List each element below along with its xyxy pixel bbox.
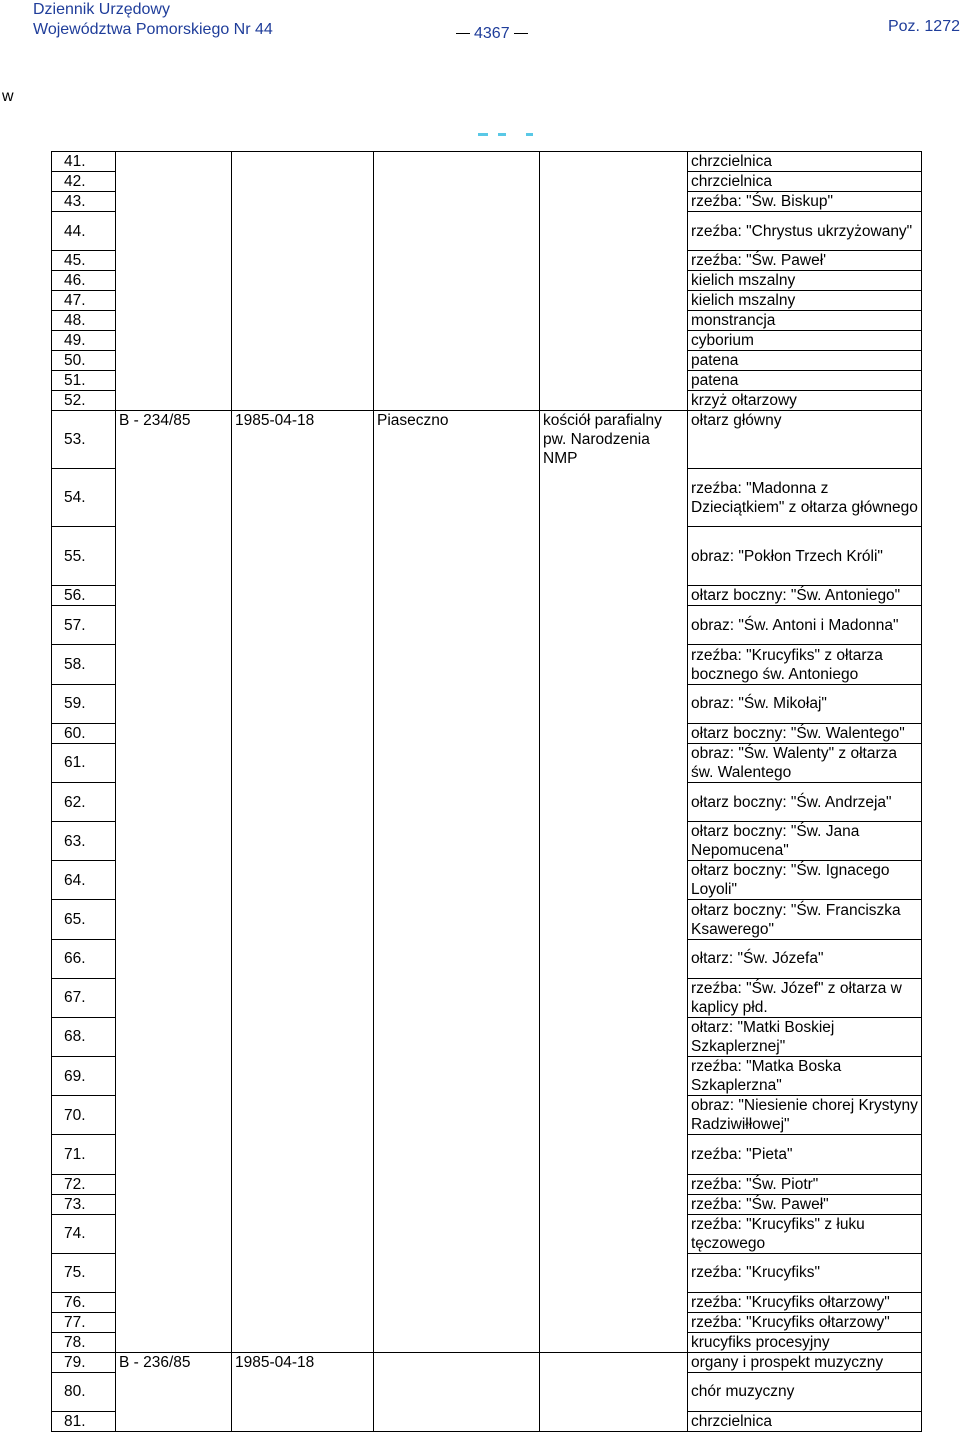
item-name: chór muzyczny xyxy=(688,1372,922,1411)
object-name xyxy=(540,586,688,606)
item-name: chrzcielnica xyxy=(688,172,922,192)
locality xyxy=(374,939,540,978)
table-row xyxy=(52,900,922,939)
table-row xyxy=(52,152,922,172)
registry-number xyxy=(116,1174,232,1194)
row-number: 49. xyxy=(52,331,116,351)
item-name: ołtarz boczny: "Św. Franciszka Ksawerego" xyxy=(688,900,922,939)
row-number: 55. xyxy=(52,527,116,586)
journal-title: Dziennik Urzędowy xyxy=(33,1,170,18)
row-number: 43. xyxy=(52,192,116,212)
table-row xyxy=(52,586,922,606)
row-number: 63. xyxy=(52,822,116,861)
registry-date xyxy=(232,1312,374,1332)
locality xyxy=(374,331,540,351)
row-number: 54. xyxy=(52,468,116,527)
registry-date: 1985-04-18 xyxy=(232,411,374,469)
table-row xyxy=(52,291,922,311)
registry-number xyxy=(116,1312,232,1332)
object-name xyxy=(540,331,688,351)
locality xyxy=(374,172,540,192)
registry-number xyxy=(116,212,232,251)
registry-number xyxy=(116,1017,232,1056)
registry-date xyxy=(232,861,374,900)
object-name xyxy=(540,939,688,978)
locality xyxy=(374,1135,540,1174)
table-row xyxy=(52,1135,922,1174)
table-row xyxy=(52,527,922,586)
registry-date xyxy=(232,1372,374,1411)
item-name: rzeźba: "Matka Boska Szkaplerzna" xyxy=(688,1056,922,1095)
object-name xyxy=(540,1174,688,1194)
item-name: obraz: "Św. Mikołaj" xyxy=(688,684,922,723)
object-name xyxy=(540,172,688,192)
row-number: 47. xyxy=(52,291,116,311)
table-row xyxy=(52,783,922,822)
registry-number xyxy=(116,684,232,723)
row-number: 61. xyxy=(52,743,116,782)
table-row xyxy=(52,645,922,684)
locality xyxy=(374,586,540,606)
item-name: kielich mszalny xyxy=(688,291,922,311)
item-name: obraz: "Pokłon Trzech Króli" xyxy=(688,527,922,586)
registry-number: B - 236/85 xyxy=(116,1352,232,1372)
table-row xyxy=(52,1214,922,1253)
row-number: 74. xyxy=(52,1214,116,1253)
locality xyxy=(374,251,540,271)
stray-mark: w xyxy=(2,88,14,105)
registry-date xyxy=(232,291,374,311)
table-row xyxy=(52,1411,922,1431)
registry-number xyxy=(116,271,232,291)
locality xyxy=(374,527,540,586)
row-number: 59. xyxy=(52,684,116,723)
registry-date xyxy=(232,527,374,586)
registry-date xyxy=(232,271,374,291)
table-row xyxy=(52,351,922,371)
registry-date xyxy=(232,152,374,172)
object-name xyxy=(540,391,688,411)
table-row xyxy=(52,822,922,861)
registry-date xyxy=(232,743,374,782)
locality xyxy=(374,743,540,782)
locality xyxy=(374,291,540,311)
object-name xyxy=(540,192,688,212)
locality xyxy=(374,1253,540,1292)
registry-date xyxy=(232,822,374,861)
locality xyxy=(374,1411,540,1431)
page-number xyxy=(452,24,532,44)
table-row xyxy=(52,271,922,291)
row-number: 68. xyxy=(52,1017,116,1056)
table-row xyxy=(52,331,922,351)
table-row xyxy=(52,172,922,192)
item-name: obraz: "Św. Antoni i Madonna" xyxy=(688,606,922,645)
row-number: 51. xyxy=(52,371,116,391)
page-number-text: 4367 xyxy=(474,25,510,42)
table-row xyxy=(52,939,922,978)
locality xyxy=(374,684,540,723)
registry-date xyxy=(232,939,374,978)
table-row xyxy=(52,311,922,331)
registry-date xyxy=(232,1253,374,1292)
registry-date: 1985-04-18 xyxy=(232,1352,374,1372)
row-number: 53. xyxy=(52,411,116,469)
row-number: 62. xyxy=(52,783,116,822)
item-name: krucyfiks procesyjny xyxy=(688,1332,922,1352)
registry-date xyxy=(232,900,374,939)
object-name xyxy=(540,527,688,586)
item-name: krzyż ołtarzowy xyxy=(688,391,922,411)
registry-number xyxy=(116,1411,232,1431)
registry-date xyxy=(232,251,374,271)
object-name xyxy=(540,468,688,527)
object-name xyxy=(540,723,688,743)
locality xyxy=(374,861,540,900)
registry-date xyxy=(232,1214,374,1253)
registry-date xyxy=(232,371,374,391)
registry-date xyxy=(232,645,374,684)
item-name: rzeźba: "Krucyfiks ołtarzowy" xyxy=(688,1292,922,1312)
registry-number xyxy=(116,468,232,527)
registry-number xyxy=(116,723,232,743)
table-row xyxy=(52,1372,922,1411)
item-name: rzeźba: "Madonna z Dzieciątkiem" z ołtarza głównego xyxy=(688,468,922,527)
item-name: obraz: "Niesienie chorej Krystyny Radziwiłłowej" xyxy=(688,1096,922,1135)
registry-number xyxy=(116,978,232,1017)
registry-number xyxy=(116,311,232,331)
item-name: chrzcielnica xyxy=(688,1411,922,1431)
table-row xyxy=(52,1253,922,1292)
table-row xyxy=(52,1017,922,1056)
table-row xyxy=(52,1352,922,1372)
registry-number xyxy=(116,331,232,351)
object-name xyxy=(540,606,688,645)
registry-number xyxy=(116,1332,232,1352)
table-row xyxy=(52,978,922,1017)
object-name xyxy=(540,900,688,939)
registry-number xyxy=(116,371,232,391)
locality xyxy=(374,822,540,861)
row-number: 64. xyxy=(52,861,116,900)
registry-number xyxy=(116,861,232,900)
row-number: 69. xyxy=(52,1056,116,1095)
object-name xyxy=(540,311,688,331)
registry-number xyxy=(116,939,232,978)
locality xyxy=(374,271,540,291)
item-name: ołtarz: "Matki Boskiej Szkaplerznej" xyxy=(688,1017,922,1056)
row-number: 50. xyxy=(52,351,116,371)
object-name xyxy=(540,212,688,251)
registry-date xyxy=(232,391,374,411)
registry-number xyxy=(116,1056,232,1095)
row-number: 66. xyxy=(52,939,116,978)
locality: Piaseczno xyxy=(374,411,540,469)
registry-number xyxy=(116,783,232,822)
registry-number xyxy=(116,645,232,684)
registry-number xyxy=(116,192,232,212)
locality xyxy=(374,1174,540,1194)
row-number: 72. xyxy=(52,1174,116,1194)
object-name xyxy=(540,783,688,822)
registry-number xyxy=(116,900,232,939)
registry-date xyxy=(232,331,374,351)
object-name xyxy=(540,1411,688,1431)
object-name xyxy=(540,861,688,900)
registry-date xyxy=(232,1174,374,1194)
object-name xyxy=(540,1352,688,1372)
registry-date xyxy=(232,1332,374,1352)
registry-number xyxy=(116,1214,232,1253)
table-row xyxy=(52,1174,922,1194)
locality xyxy=(374,1292,540,1312)
row-number: 79. xyxy=(52,1352,116,1372)
row-number: 52. xyxy=(52,391,116,411)
row-number: 81. xyxy=(52,1411,116,1431)
item-name: rzeźba: "Krucyfiks" xyxy=(688,1253,922,1292)
row-number: 41. xyxy=(52,152,116,172)
object-name xyxy=(540,743,688,782)
row-number: 58. xyxy=(52,645,116,684)
table-row xyxy=(52,743,922,782)
locality xyxy=(374,1332,540,1352)
position-number: Poz. 1272 xyxy=(887,18,960,35)
row-number: 65. xyxy=(52,900,116,939)
item-name: rzeźba: "Krucyfiks" z ołtarza bocznego św. Antoniego xyxy=(688,645,922,684)
object-name xyxy=(540,1017,688,1056)
registry-date xyxy=(232,212,374,251)
registry-date xyxy=(232,1017,374,1056)
object-name xyxy=(540,1332,688,1352)
row-number: 56. xyxy=(52,586,116,606)
row-number: 45. xyxy=(52,251,116,271)
cyan-mark xyxy=(478,133,533,136)
table-row xyxy=(52,723,922,743)
table-row xyxy=(52,1056,922,1095)
registry-number xyxy=(116,251,232,271)
object-name xyxy=(540,1253,688,1292)
registry-date xyxy=(232,468,374,527)
item-name: rzeźba: "Św. Paweł' xyxy=(688,251,922,271)
locality xyxy=(374,900,540,939)
item-name: patena xyxy=(688,351,922,371)
locality xyxy=(374,152,540,172)
locality xyxy=(374,1352,540,1372)
object-name xyxy=(540,251,688,271)
row-number: 70. xyxy=(52,1096,116,1135)
locality xyxy=(374,606,540,645)
object-name xyxy=(540,351,688,371)
locality xyxy=(374,1194,540,1214)
journal-issue: Województwa Pomorskiego Nr 44 xyxy=(33,21,273,38)
registry-number xyxy=(116,1292,232,1312)
object-name xyxy=(540,822,688,861)
registry-number xyxy=(116,351,232,371)
table-row xyxy=(52,411,922,469)
item-name: rzeźba: "Krucyfiks ołtarzowy" xyxy=(688,1312,922,1332)
item-name: monstrancja xyxy=(688,311,922,331)
item-name: rzeźba: "Pieta" xyxy=(688,1135,922,1174)
item-name: ołtarz boczny: "Św. Antoniego" xyxy=(688,586,922,606)
registry-number xyxy=(116,743,232,782)
object-name xyxy=(540,152,688,172)
table-row xyxy=(52,1332,922,1352)
table-row xyxy=(52,1292,922,1312)
row-number: 75. xyxy=(52,1253,116,1292)
object-name xyxy=(540,1096,688,1135)
item-name: ołtarz boczny: "Św. Jana Nepomucena" xyxy=(688,822,922,861)
item-name: ołtarz: "Św. Józefa" xyxy=(688,939,922,978)
item-name: ołtarz główny xyxy=(688,411,922,469)
registry-date xyxy=(232,1135,374,1174)
locality xyxy=(374,1312,540,1332)
registry-number xyxy=(116,1194,232,1214)
locality xyxy=(374,311,540,331)
registry-number xyxy=(116,1372,232,1411)
locality xyxy=(374,1372,540,1411)
row-number: 73. xyxy=(52,1194,116,1214)
locality xyxy=(374,723,540,743)
item-name: rzeźba: "Św. Józef" z ołtarza w kaplicy płd. xyxy=(688,978,922,1017)
registry-date xyxy=(232,978,374,1017)
locality xyxy=(374,978,540,1017)
item-name: patena xyxy=(688,371,922,391)
locality xyxy=(374,351,540,371)
registry-number xyxy=(116,291,232,311)
table-row xyxy=(52,251,922,271)
item-name: chrzcielnica xyxy=(688,152,922,172)
table-row xyxy=(52,468,922,527)
table-row xyxy=(52,212,922,251)
row-number: 71. xyxy=(52,1135,116,1174)
table-row xyxy=(52,192,922,212)
table-row xyxy=(52,606,922,645)
object-name xyxy=(540,1135,688,1174)
registry-number xyxy=(116,527,232,586)
object-name xyxy=(540,978,688,1017)
registry-number xyxy=(116,606,232,645)
registry-date xyxy=(232,723,374,743)
item-name: rzeźba: "Św. Piotr" xyxy=(688,1174,922,1194)
item-name: ołtarz boczny: "Św. Ignacego Loyoli" xyxy=(688,861,922,900)
item-name: ołtarz boczny: "Św. Andrzeja" xyxy=(688,783,922,822)
registry-number xyxy=(116,586,232,606)
table-row xyxy=(52,391,922,411)
registry-number xyxy=(116,172,232,192)
row-number: 67. xyxy=(52,978,116,1017)
row-number: 76. xyxy=(52,1292,116,1312)
object-name xyxy=(540,271,688,291)
item-name: organy i prospekt muzyczny xyxy=(688,1352,922,1372)
locality xyxy=(374,1214,540,1253)
registry-date xyxy=(232,311,374,331)
table-row xyxy=(52,1194,922,1214)
table-row xyxy=(52,371,922,391)
item-name: ołtarz boczny: "Św. Walentego" xyxy=(688,723,922,743)
row-number: 78. xyxy=(52,1332,116,1352)
table-row xyxy=(52,684,922,723)
locality xyxy=(374,212,540,251)
locality xyxy=(374,783,540,822)
object-name xyxy=(540,371,688,391)
table-row xyxy=(52,1096,922,1135)
row-number: 42. xyxy=(52,172,116,192)
row-number: 57. xyxy=(52,606,116,645)
row-number: 44. xyxy=(52,212,116,251)
registry-number xyxy=(116,1135,232,1174)
object-name xyxy=(540,1312,688,1332)
item-name: rzeźba: "Krucyfiks" z łuku tęczowego xyxy=(688,1214,922,1253)
registry-number xyxy=(116,391,232,411)
locality xyxy=(374,645,540,684)
row-number: 48. xyxy=(52,311,116,331)
locality xyxy=(374,371,540,391)
item-name: rzeźba: "Św. Biskup" xyxy=(688,192,922,212)
table-row xyxy=(52,861,922,900)
registry-date xyxy=(232,172,374,192)
row-number: 77. xyxy=(52,1312,116,1332)
object-name xyxy=(540,1056,688,1095)
row-number: 60. xyxy=(52,723,116,743)
row-number: 46. xyxy=(52,271,116,291)
item-name: cyborium xyxy=(688,331,922,351)
object-name xyxy=(540,1194,688,1214)
item-name: obraz: "Św. Walenty" z ołtarza św. Walentego xyxy=(688,743,922,782)
object-name xyxy=(540,645,688,684)
locality xyxy=(374,391,540,411)
item-name: rzeźba: "Chrystus ukrzyżowany" xyxy=(688,212,922,251)
registry-date xyxy=(232,1194,374,1214)
table-row xyxy=(52,1312,922,1332)
registry-date xyxy=(232,192,374,212)
locality xyxy=(374,1056,540,1095)
registry-date xyxy=(232,783,374,822)
locality xyxy=(374,192,540,212)
registry-date xyxy=(232,1096,374,1135)
object-name xyxy=(540,684,688,723)
registry-number xyxy=(116,152,232,172)
object-name: kościół parafialny pw. Narodzenia NMP xyxy=(540,411,688,469)
object-name xyxy=(540,291,688,311)
object-name xyxy=(540,1292,688,1312)
monument-register-table xyxy=(51,151,922,1432)
registry-number: B - 234/85 xyxy=(116,411,232,469)
registry-number xyxy=(116,1253,232,1292)
registry-date xyxy=(232,1056,374,1095)
registry-date xyxy=(232,1411,374,1431)
locality xyxy=(374,1096,540,1135)
registry-number xyxy=(116,1096,232,1135)
registry-date xyxy=(232,684,374,723)
object-name xyxy=(540,1372,688,1411)
item-name: rzeźba: "Św. Paweł" xyxy=(688,1194,922,1214)
registry-number xyxy=(116,822,232,861)
locality xyxy=(374,1017,540,1056)
registry-date xyxy=(232,351,374,371)
item-name: kielich mszalny xyxy=(688,271,922,291)
object-name xyxy=(540,1214,688,1253)
registry-date xyxy=(232,586,374,606)
locality xyxy=(374,468,540,527)
registry-date xyxy=(232,606,374,645)
row-number: 80. xyxy=(52,1372,116,1411)
registry-date xyxy=(232,1292,374,1312)
